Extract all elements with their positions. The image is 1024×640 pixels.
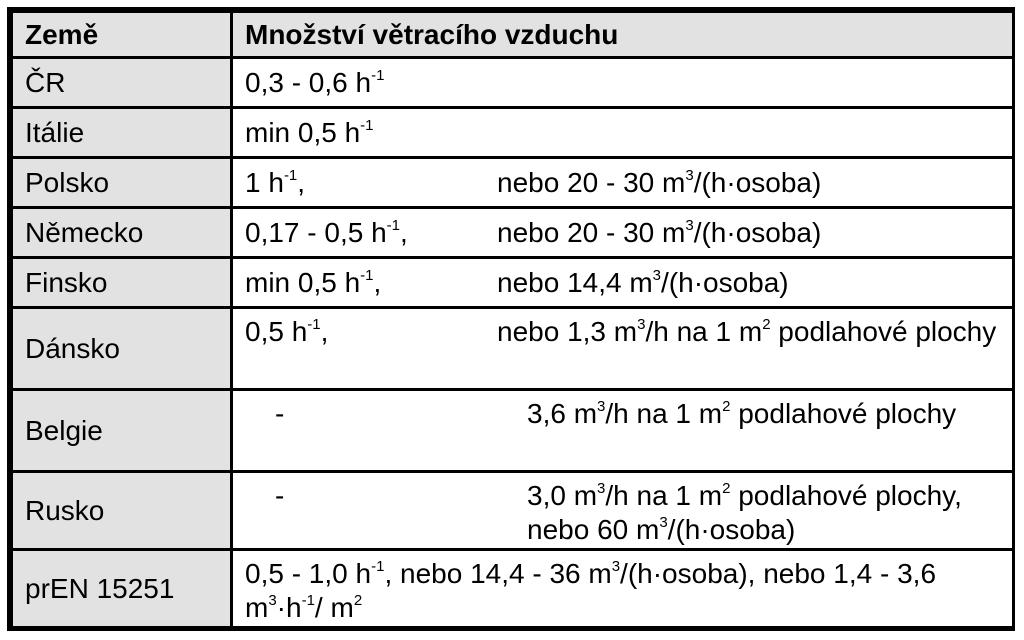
row-value <box>232 158 1014 208</box>
table-row <box>12 58 1014 108</box>
value-text: /(h·osoba) <box>661 266 789 298</box>
value-alt <box>527 397 1000 431</box>
row-value <box>232 550 1014 628</box>
value-text: min 0,5 h <box>245 266 361 298</box>
value-sup: 3 <box>685 216 694 234</box>
value-rate <box>245 479 527 513</box>
value-text: / m <box>314 592 354 623</box>
value-text: 0,5 h <box>245 316 308 347</box>
value-text: podlahové plochy, nebo 60 m <box>527 480 962 545</box>
value-text: 3,6 m <box>527 398 598 429</box>
value-sup: 3 <box>637 316 646 333</box>
value-sup: 3 <box>597 398 606 415</box>
value-sup: 2 <box>762 316 771 333</box>
row-country: Finsko <box>12 258 232 308</box>
value-sup: -1 <box>371 558 385 575</box>
row-country: Itálie <box>12 108 232 158</box>
value-sup: 3 <box>685 166 694 184</box>
value-text: nebo 20 - 30 m <box>497 216 686 248</box>
value-sup: -1 <box>360 116 374 134</box>
value-sup: 3 <box>611 558 621 575</box>
header-air-amount: Množství větracího vzduchu <box>232 12 1014 58</box>
table-row <box>12 258 1014 308</box>
value-sup: 3 <box>659 514 668 531</box>
value-sup: 2 <box>353 592 363 609</box>
value-text: , <box>373 266 382 298</box>
value-text: , <box>400 216 408 248</box>
value-sup: -1 <box>386 216 400 234</box>
value-rate <box>245 266 497 300</box>
table-row <box>12 550 1014 628</box>
value-sup: 2 <box>722 398 731 415</box>
row-country: Rusko <box>12 472 232 550</box>
row-country: prEN 15251 <box>12 550 232 628</box>
row-value <box>232 208 1014 258</box>
value-text: , nebo 14,4 - 36 m <box>384 558 612 589</box>
value-text: min 0,5 h <box>245 116 361 148</box>
value-rate <box>245 397 527 431</box>
row-value <box>232 472 1014 550</box>
row-country: Polsko <box>12 158 232 208</box>
value-sup: -1 <box>301 592 315 609</box>
value-text: , <box>297 166 306 198</box>
table-header-row <box>12 12 1014 58</box>
table-row <box>12 472 1014 550</box>
value-sup: -1 <box>360 266 374 284</box>
value-text: /(h·osoba) <box>693 216 822 248</box>
table-row <box>12 390 1014 472</box>
value-text: , <box>320 316 329 347</box>
value-text: - <box>275 398 285 429</box>
value-sup: 3 <box>268 592 277 609</box>
value-text: /h na 1 m <box>645 316 763 347</box>
value-text: 0,3 - 0,6 h <box>245 66 372 98</box>
value-text: nebo 1,3 m <box>497 316 638 347</box>
table-row <box>12 158 1014 208</box>
value-text: /(h·osoba) <box>693 166 822 198</box>
row-value <box>232 58 1014 108</box>
value-sup: -1 <box>371 66 385 84</box>
value-sup: 2 <box>722 480 731 497</box>
value-text: podlahové plochy <box>730 398 957 429</box>
row-country: ČR <box>12 58 232 108</box>
value-alt <box>497 266 1000 300</box>
value-sup: 3 <box>652 266 662 284</box>
value-text: /h na 1 m <box>605 398 723 429</box>
value-alt <box>497 315 1000 349</box>
value-text: 0,17 - 0,5 h <box>245 216 387 248</box>
value-text: /(h·osoba) <box>667 514 796 545</box>
row-country: Německo <box>12 208 232 258</box>
ventilation-table-frame <box>7 7 1015 631</box>
value-text: - <box>275 480 285 511</box>
row-value <box>232 258 1014 308</box>
value-rate <box>245 315 497 349</box>
row-value <box>232 108 1014 158</box>
row-country: Belgie <box>12 390 232 472</box>
value-sup: -1 <box>307 316 321 333</box>
value-rate <box>245 166 497 200</box>
ventilation-air-table <box>10 10 1015 629</box>
value-text: /h na 1 m <box>605 480 723 511</box>
value-alt <box>527 479 1000 547</box>
value-text: nebo 20 - 30 m <box>497 166 686 198</box>
table-row <box>12 108 1014 158</box>
header-country: Země <box>12 12 232 58</box>
value-alt <box>497 216 1000 250</box>
row-country: Dánsko <box>12 308 232 390</box>
value-text: nebo 14,4 m <box>497 266 653 298</box>
value-alt <box>497 166 1000 200</box>
table-row <box>12 308 1014 390</box>
value-text: /(h·osoba), nebo 1,4 - 3,6 m <box>245 558 937 623</box>
value-text: 1 h <box>245 166 284 198</box>
value-text: podlahové plochy <box>770 316 997 347</box>
value-sup: -1 <box>283 166 298 184</box>
value-rate <box>245 216 497 250</box>
value-sup: 3 <box>597 480 606 497</box>
row-value <box>232 308 1014 390</box>
table-row <box>12 208 1014 258</box>
value-text: ·h <box>276 592 302 623</box>
value-text: 0,5 - 1,0 h <box>245 558 372 589</box>
row-value <box>232 390 1014 472</box>
value-text: 3,0 m <box>527 480 598 511</box>
